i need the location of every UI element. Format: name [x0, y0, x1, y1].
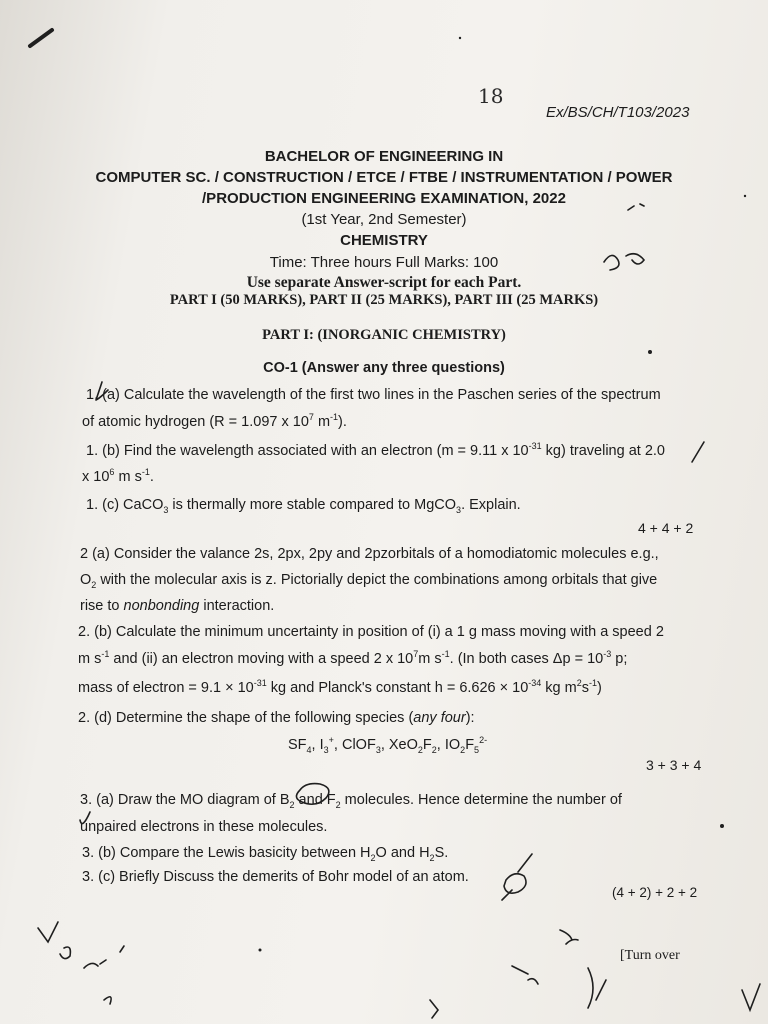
q2b-line2: m $s^{-1}$ and (ii) an electron moving with a speed 2 x $10^7m$ $s^{-1}$. (In both cases $\Delta p = 10^{-3}$ p;: [78, 649, 628, 667]
branches-line: COMPUTER SC. / CONSTRUCTION / ETCE / FTBE / INSTRUMENTATION / POWER: [95, 169, 673, 186]
q2a-line3: rise to nonbonding interaction.: [80, 598, 275, 614]
q1-marks: 4 + 4 + 2: [638, 520, 694, 536]
q3-marks: (4 + 2) + 2 + 2: [612, 885, 698, 900]
q3b-line: 3. (b) Compare the Lewis basicity between $H_2O$ and $H_2S$.: [82, 845, 449, 863]
parts-marks-line: PART I (50 MARKS), PART II (25 MARKS), PART III (25 MARKS): [169, 292, 599, 308]
q2d-line: 2. (d) Determine the shape of the following species (any four):: [78, 710, 475, 726]
q1a-line1: 1. (a) Calculate the wavelength of the first two lines in the Paschen series of the spectrum: [86, 387, 661, 403]
q2b-line1: 2. (b) Calculate the minimum uncertainty in position of (i) a 1 g mass moving with a speed 2: [78, 624, 664, 640]
co1-instruction: CO-1 (Answer any three questions): [263, 360, 505, 376]
q3a-line1: 3. (a) Draw the MO diagram of $B_2$ and $F_2$ molecules. Hence determine the number of: [80, 792, 622, 810]
q1b-line1: 1. (b) Find the wavelength associated with an electron (m = 9.11 x $10^{-31}$ kg) traveling at 2.0: [86, 441, 665, 459]
q1c-line: 1. (c) CaCO$_3$ is thermally more stable compared to MgCO$_3$. Explain.: [86, 497, 521, 515]
q2a-line2: $O_2$ with the molecular axis is z. Pictorially depict the combinations among orbitals that give: [80, 572, 658, 590]
answer-script-instruction: Use separate Answer-script for each Part.: [246, 274, 522, 291]
turn-over-note: [Turn over: [620, 948, 680, 963]
exam-reference-code: Ex/BS/CH/T103/2023: [546, 104, 690, 121]
subject-title: CHEMISTRY: [340, 232, 428, 249]
q2a-line1: 2 (a) Consider the valance 2s, 2px, 2py and 2pzorbitals of a homodiatomic molecules e.g.,: [80, 546, 659, 562]
q3c-line: 3. (c) Briefly Discuss the demerits of Bohr model of an atom.: [82, 869, 469, 885]
semester-line: (1st Year, 2nd Semester): [301, 211, 467, 228]
q3a-line2: unpaired electrons in these molecules.: [80, 819, 328, 835]
q2-marks: 3 + 3 + 4: [646, 757, 702, 773]
time-and-marks: Time: Three hours Full Marks: 100: [269, 254, 499, 271]
q1b-line2: x $10^6$ m $s^{-1}$.: [82, 467, 154, 485]
q2d-species-list: $SF_4$, $I_3^+$, ClOF$_3$, $XeO_2F_2$, $IO_2F_5^{2-}$: [288, 735, 488, 755]
degree-title: BACHELOR OF ENGINEERING IN: [264, 148, 504, 165]
handwritten-page-number: 18: [478, 84, 504, 108]
part-one-heading: PART I: (INORGANIC CHEMISTRY): [262, 327, 506, 343]
q2b-line3: mass of electron = $9.1 \times 10^{-31}$ kg and Planck's constant $h = 6.626 \times 10^{-34}$ kg $m^2s^{-1}$): [78, 678, 602, 696]
q1a-line2: of atomic hydrogen (R = 1.097 x $10^7$ $m^{-1}$).: [82, 412, 347, 430]
examination-line: /PRODUCTION ENGINEERING EXAMINATION, 2022: [202, 190, 566, 207]
